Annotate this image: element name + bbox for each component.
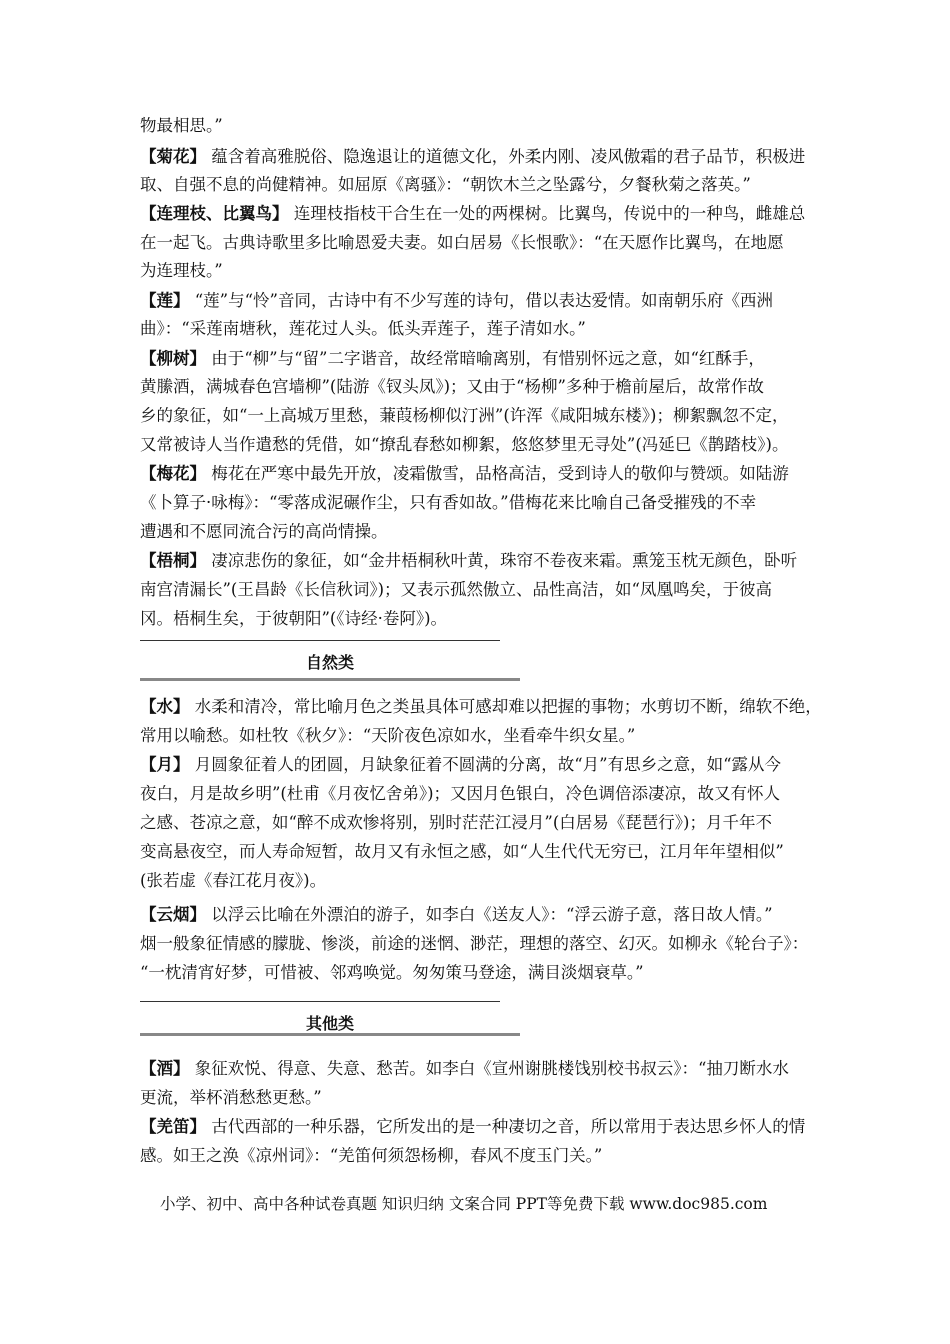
text-line: 乡的象征，如“一上高城万里愁，蒹葭杨柳似汀洲”(许浑《咸阳城东楼》)；柳絮飘忽不定， [140,406,789,425]
text-line: (张若虚《春江花月夜》)。 [140,871,327,890]
entry-yunyan: 【云烟】 以浮云比喻在外漂泊的游子，如李白《送友人》：“浮云游子意，落日故人情。” [140,905,773,924]
term-label: 【梅花】 [140,464,206,483]
entry-shui: 【水】 水柔和清冷，常比喻月色之类虽具体可感却难以把握的事物；水剪切不断，绵软不绝， [140,697,822,716]
entry-liushu: 【柳树】 由于“柳”与“留”二字谐音，故经常暗喻离别，有惜别怀远之意，如“红酥手， [140,349,765,368]
term-label: 【羌笛】 [140,1117,206,1136]
text-line: 冈。梧桐生矣，于彼朝阳”(《诗经·卷阿》)。 [140,609,448,628]
term-label: 【酒】 [140,1059,190,1078]
entry-jiu: 【酒】 象征欢悦、得意、失意、愁苦。如李白《宣州谢朓楼饯别校书叔云》：“抽刀断水水 [140,1059,789,1078]
term-label: 【莲】 [140,291,190,310]
term-label: 【云烟】 [140,905,206,924]
entry-lianlizhi: 【连理枝、比翼鸟】 连理枝指枝干合生在一处的两棵树。比翼鸟，传说中的一种鸟，雌雄总 [140,204,806,223]
text-line: 感。如王之涣《凉州词》：“羌笛何须怨杨柳，春风不度玉门关。” [140,1146,603,1165]
term-label: 【菊花】 [140,147,206,166]
term-label: 【柳树】 [140,349,206,368]
term-label: 【月】 [140,755,190,774]
text-line: 黄縢酒，满城春色宫墙柳”(陆游《钗头凤》)；又由于“杨柳”多种于檐前屋后，故常作故 [140,377,764,396]
text-line: 为连理枝。” [140,261,223,280]
text-line: 遭遇和不愿同流合污的高尚情操。 [140,522,388,541]
text-line: 曲》：“采莲南塘秋，莲花过人头。低头弄莲子，莲子清如水。” [140,319,586,338]
entry-yue: 【月】 月圆象征着人的团圆，月缺象征着不圆满的分离，故“月”有思乡之意，如“露从今 [140,755,782,774]
divider [140,1001,500,1002]
text-line: 取、自强不息的尚健精神。如屈原《离骚》：“朝饮木兰之坠露兮，夕餐秋菊之落英。” [140,175,751,194]
divider [140,640,500,641]
entry-juhua: 【菊花】 蕴含着高雅脱俗、隐逸退让的道德文化，外柔内刚、凌风傲霜的君子品节，积极进 [140,147,806,166]
text-line: 《卜算子·咏梅》：“零落成泥碾作尘，只有香如故。”借梅花来比喻自己备受摧残的不幸 [140,493,757,512]
text-line: 更流，举杯消愁愁更愁。” [140,1088,322,1107]
page-footer: 小学、初中、高中各种试卷真题 知识归纳 文案合同 PPT等免费下载 www.doc985.com [160,1195,768,1213]
text-line: 南宫清漏长”(王昌龄《长信秋词》)；又表示孤然傲立、品性高洁，如“凤凰鸣矣，于彼高 [140,580,772,599]
term-label: 【梧桐】 [140,551,206,570]
term-label: 【水】 [140,697,190,716]
entry-meihua: 【梅花】 梅花在严寒中最先开放，凌霜傲雪，品格高洁，受到诗人的敬仰与赞颂。如陆游 [140,464,789,483]
text-line: 物最相思。” [140,116,223,135]
divider [140,678,520,681]
text-line: 又常被诗人当作遣愁的凭借，如“撩乱春愁如柳絮，悠悠梦里无寻处”(冯延巳《鹊踏枝》)。 [140,435,789,454]
entry-lian: 【莲】 “莲”与“怜”音同，古诗中有不少写莲的诗句，借以表达爱情。如南朝乐府《西洲 [140,291,773,310]
text-line: 烟一般象征情感的朦胧、惨淡，前途的迷惘、渺茫，理想的落空、幻灭。如柳永《轮台子》： [140,934,809,953]
text-line: 之感、苍凉之意，如“醉不成欢惨将别，别时茫茫江浸月”(白居易《琵琶行》)；月千年不 [140,813,772,832]
divider [140,1033,520,1036]
text-line: 在一起飞。古典诗歌里多比喻恩爱夫妻。如白居易《长恨歌》：“在天愿作比翼鸟，在地愿 [140,233,784,252]
text-line: 变高悬夜空，而人寿命短暂，故月又有永恒之感，如“人生代代无穷已，江月年年望相似” [140,842,784,861]
section-title: 自然类 [305,653,354,672]
entry-wutong: 【梧桐】 凄凉悲伤的象征，如“金井梧桐秋叶黄，珠帘不卷夜来霜。熏笼玉枕无颜色，卧听 [140,551,798,570]
entry-qiangdi: 【羌笛】 古代西部的一种乐器，它所发出的是一种凄切之音，所以常用于表达思乡怀人的情 [140,1117,806,1136]
text-line: 夜白，月是故乡明”(杜甫《月夜忆舍弟》)；又因月色银白，冷色调倍添凄凉，故又有怀人 [140,784,781,803]
term-label: 【连理枝、比翼鸟】 [140,204,289,223]
section-title: 其他类 [305,1014,354,1033]
text-line: “一枕清宵好梦，可惜被、邻鸡唤觉。匆匆策马登途，满目淡烟衰草。” [140,963,644,982]
text-line: 常用以喻愁。如杜牧《秋夕》：“天阶夜色凉如水，坐看牵牛织女星。” [140,726,636,745]
